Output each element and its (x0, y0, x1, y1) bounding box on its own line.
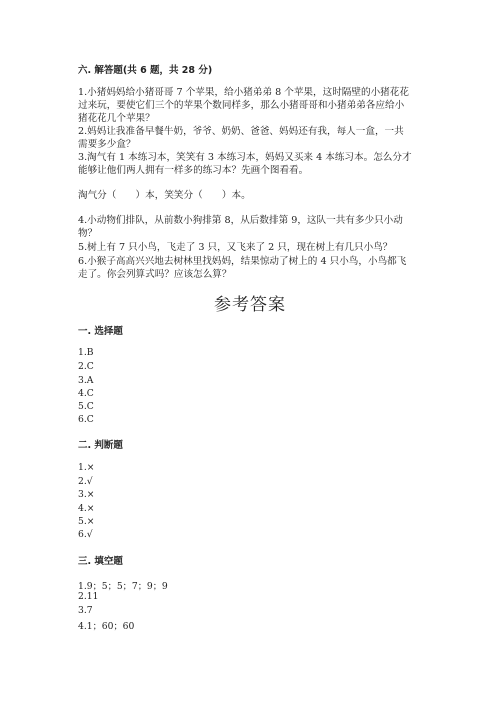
choice-answer-5: 5.C (78, 401, 94, 412)
judge-section-title: 二. 判断题 (78, 440, 123, 451)
question-2-line-1: 2.妈妈让我准备早餐牛奶，爷爷、奶奶、爸爸、妈妈还有我，每人一盒，一共 (78, 126, 404, 137)
choice-answer-1: 1.B (78, 347, 94, 358)
choice-answer-3: 3.A (78, 375, 94, 386)
judge-answer-4: 4.× (78, 503, 95, 514)
question-1-line-2: 过来玩，要使它们三个的苹果个数同样多，那么小猪哥哥和小猪弟弟各应给小 (78, 100, 405, 111)
question-1-line-3: 猪花花几个苹果？ (78, 113, 155, 124)
choice-answer-4: 4.C (78, 388, 94, 399)
fill-answer-1: 1.9；5；5；7；9；9 (78, 581, 168, 592)
judge-answer-3: 3.× (78, 489, 95, 500)
choice-section-title: 一. 选择题 (78, 326, 123, 337)
question-3-line-1: 3.淘气有 1 本练习本，笑笑有 3 本练习本，妈妈又买来 4 本练习本。怎么分才 (78, 152, 412, 163)
question-6-line-1: 6.小猴子高高兴兴地去树林里找妈妈，结果惊动了树上的 4 只小鸟，小鸟都飞 (78, 256, 407, 267)
answers-title: 参考答案 (214, 295, 286, 315)
question-3-fill-line: 淘气分（ ）本，笑笑分（ ）本。 (78, 190, 251, 201)
judge-answer-2: 2.√ (78, 476, 93, 487)
question-5-line-1: 5.树上有 7 只小鸟，飞走了 3 只，又飞来了 2 只，现在树上有几只小鸟？ (78, 242, 393, 253)
choice-answer-2: 2.C (78, 361, 94, 372)
fill-answer-4: 4.1；60；60 (78, 621, 135, 632)
judge-answer-6: 6.√ (78, 529, 93, 540)
question-1-line-1: 1.小猪妈妈给小猪哥哥 7 个苹果，给小猪弟弟 8 个苹果，这时隔壁的小猪花花 (78, 87, 409, 98)
fill-section-title: 三. 填空题 (78, 556, 123, 567)
fill-answer-2: 2.11 (78, 591, 99, 602)
choice-answer-6: 6.C (78, 414, 94, 425)
question-4-line-1: 4.小动物们排队，从前数小狗排第 8，从后数排第 9，这队一共有多少只小动 (78, 215, 403, 226)
judge-answer-5: 5.× (78, 516, 95, 527)
question-2-line-2: 需要多少盒？ (78, 139, 136, 150)
question-6-line-2: 走了。你会列算式吗？应该怎么算？ (78, 269, 232, 280)
fill-answer-3: 3.7 (78, 605, 93, 616)
question-4-line-2: 物？ (78, 228, 98, 239)
judge-answer-1: 1.× (78, 462, 95, 473)
question-3-line-2: 能够让他们两人拥有一样多的练习本？先画个图看看。 (78, 165, 309, 176)
section-six-title: 六. 解答题(共 6 题，共 28 分) (78, 65, 213, 76)
